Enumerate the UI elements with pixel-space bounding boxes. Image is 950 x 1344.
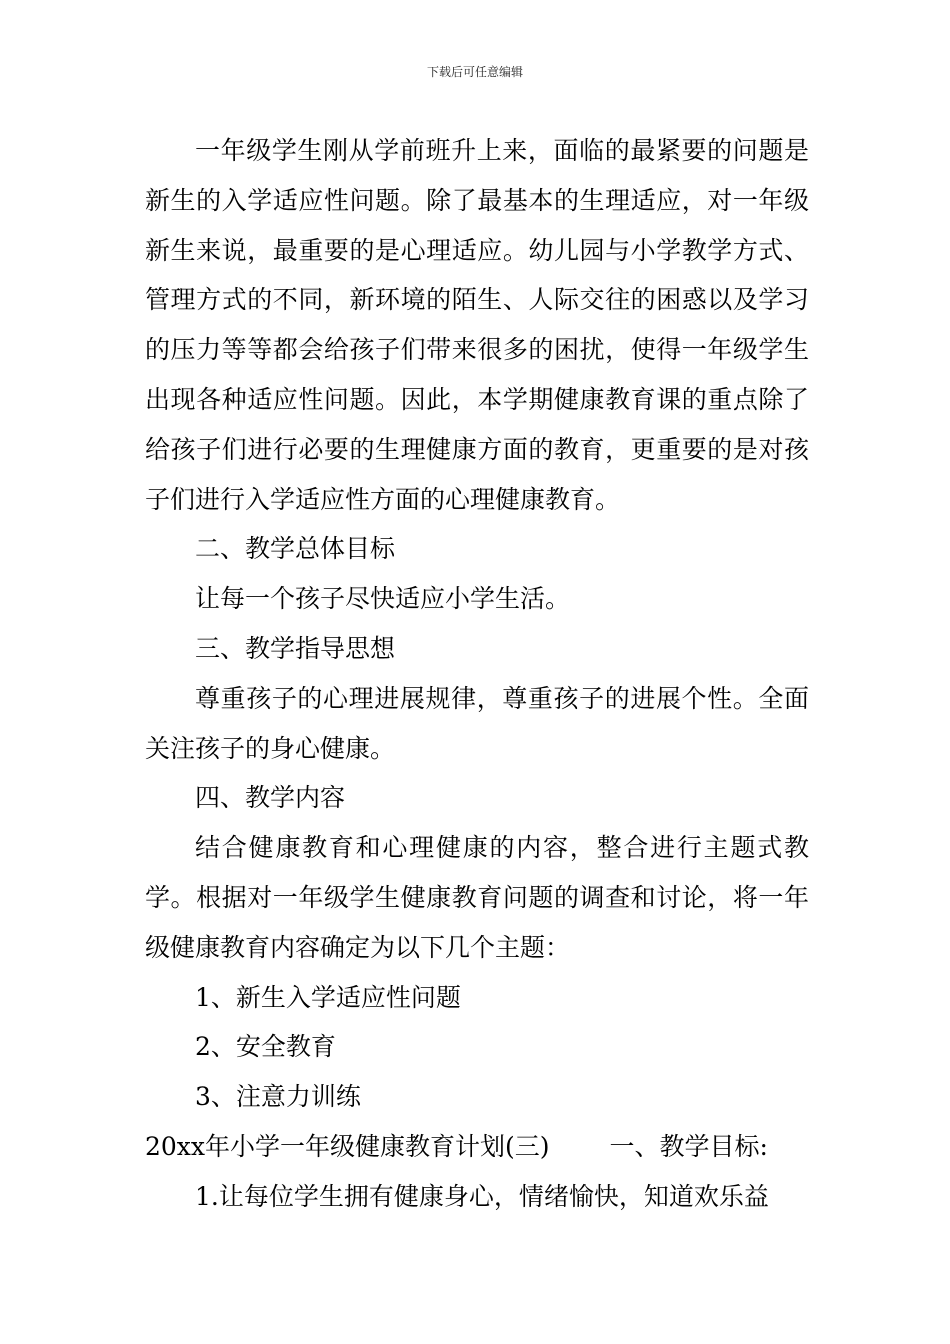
- plan-title: 20xx年小学一年级健康教育计划(三): [145, 1131, 550, 1161]
- paragraph-teaching-content: 结合健康教育和心理健康的内容，整合进行主题式教学。根据对一年级学生健康教育问题的调查和讨论，将一年级健康教育内容确定为以下几个主题：: [145, 833, 809, 962]
- heading-overall-goal: 二、教学总体目标: [195, 534, 396, 564]
- paragraph-overall-goal: 让每一个孩子尽快适应小学生活。: [195, 584, 571, 614]
- heading-guiding-thought: 三、教学指导思想: [195, 633, 396, 663]
- topic-item: 1、新生入学适应性问题: [195, 982, 461, 1012]
- topic-item: 2、安全教育: [195, 1032, 336, 1062]
- page-header-note: 下载后可任意编辑: [426, 65, 523, 79]
- plan-title-line: [145, 1122, 809, 1172]
- document-body: [145, 126, 809, 1222]
- paragraph-guiding-thought: 尊重孩子的心理进展规律，尊重孩子的进展个性。全面关注孩子的身心健康。: [145, 683, 809, 763]
- topic-item: 3、注意力训练: [195, 1082, 361, 1112]
- heading-teaching-content: 四、教学内容: [195, 783, 346, 813]
- plan-heading-goals: 一、教学目标:: [609, 1131, 768, 1161]
- plan-goal-item: 1.让每位学生拥有健康身心，情绪愉快，知道欢乐益: [195, 1181, 769, 1211]
- paragraph-intro: 一年级学生刚从学前班升上来，面临的最紧要的问题是新生的入学适应性问题。除了最基本的生理适应，对一年级新生来说，最重要的是心理适应。幼儿园与小学教学方式、管理方式的不同，新环境的陌生、人际交往的困惑以及学习的压力等等都会给孩子们带来很多的困扰，使得一年级学生出现各种适应性问题。因此，本学期健康教育课的重点除了给孩子们进行必要的生理健康方面的教育，更重要的是对孩子们进行入学适应性方面的心理健康教育。: [145, 136, 809, 514]
